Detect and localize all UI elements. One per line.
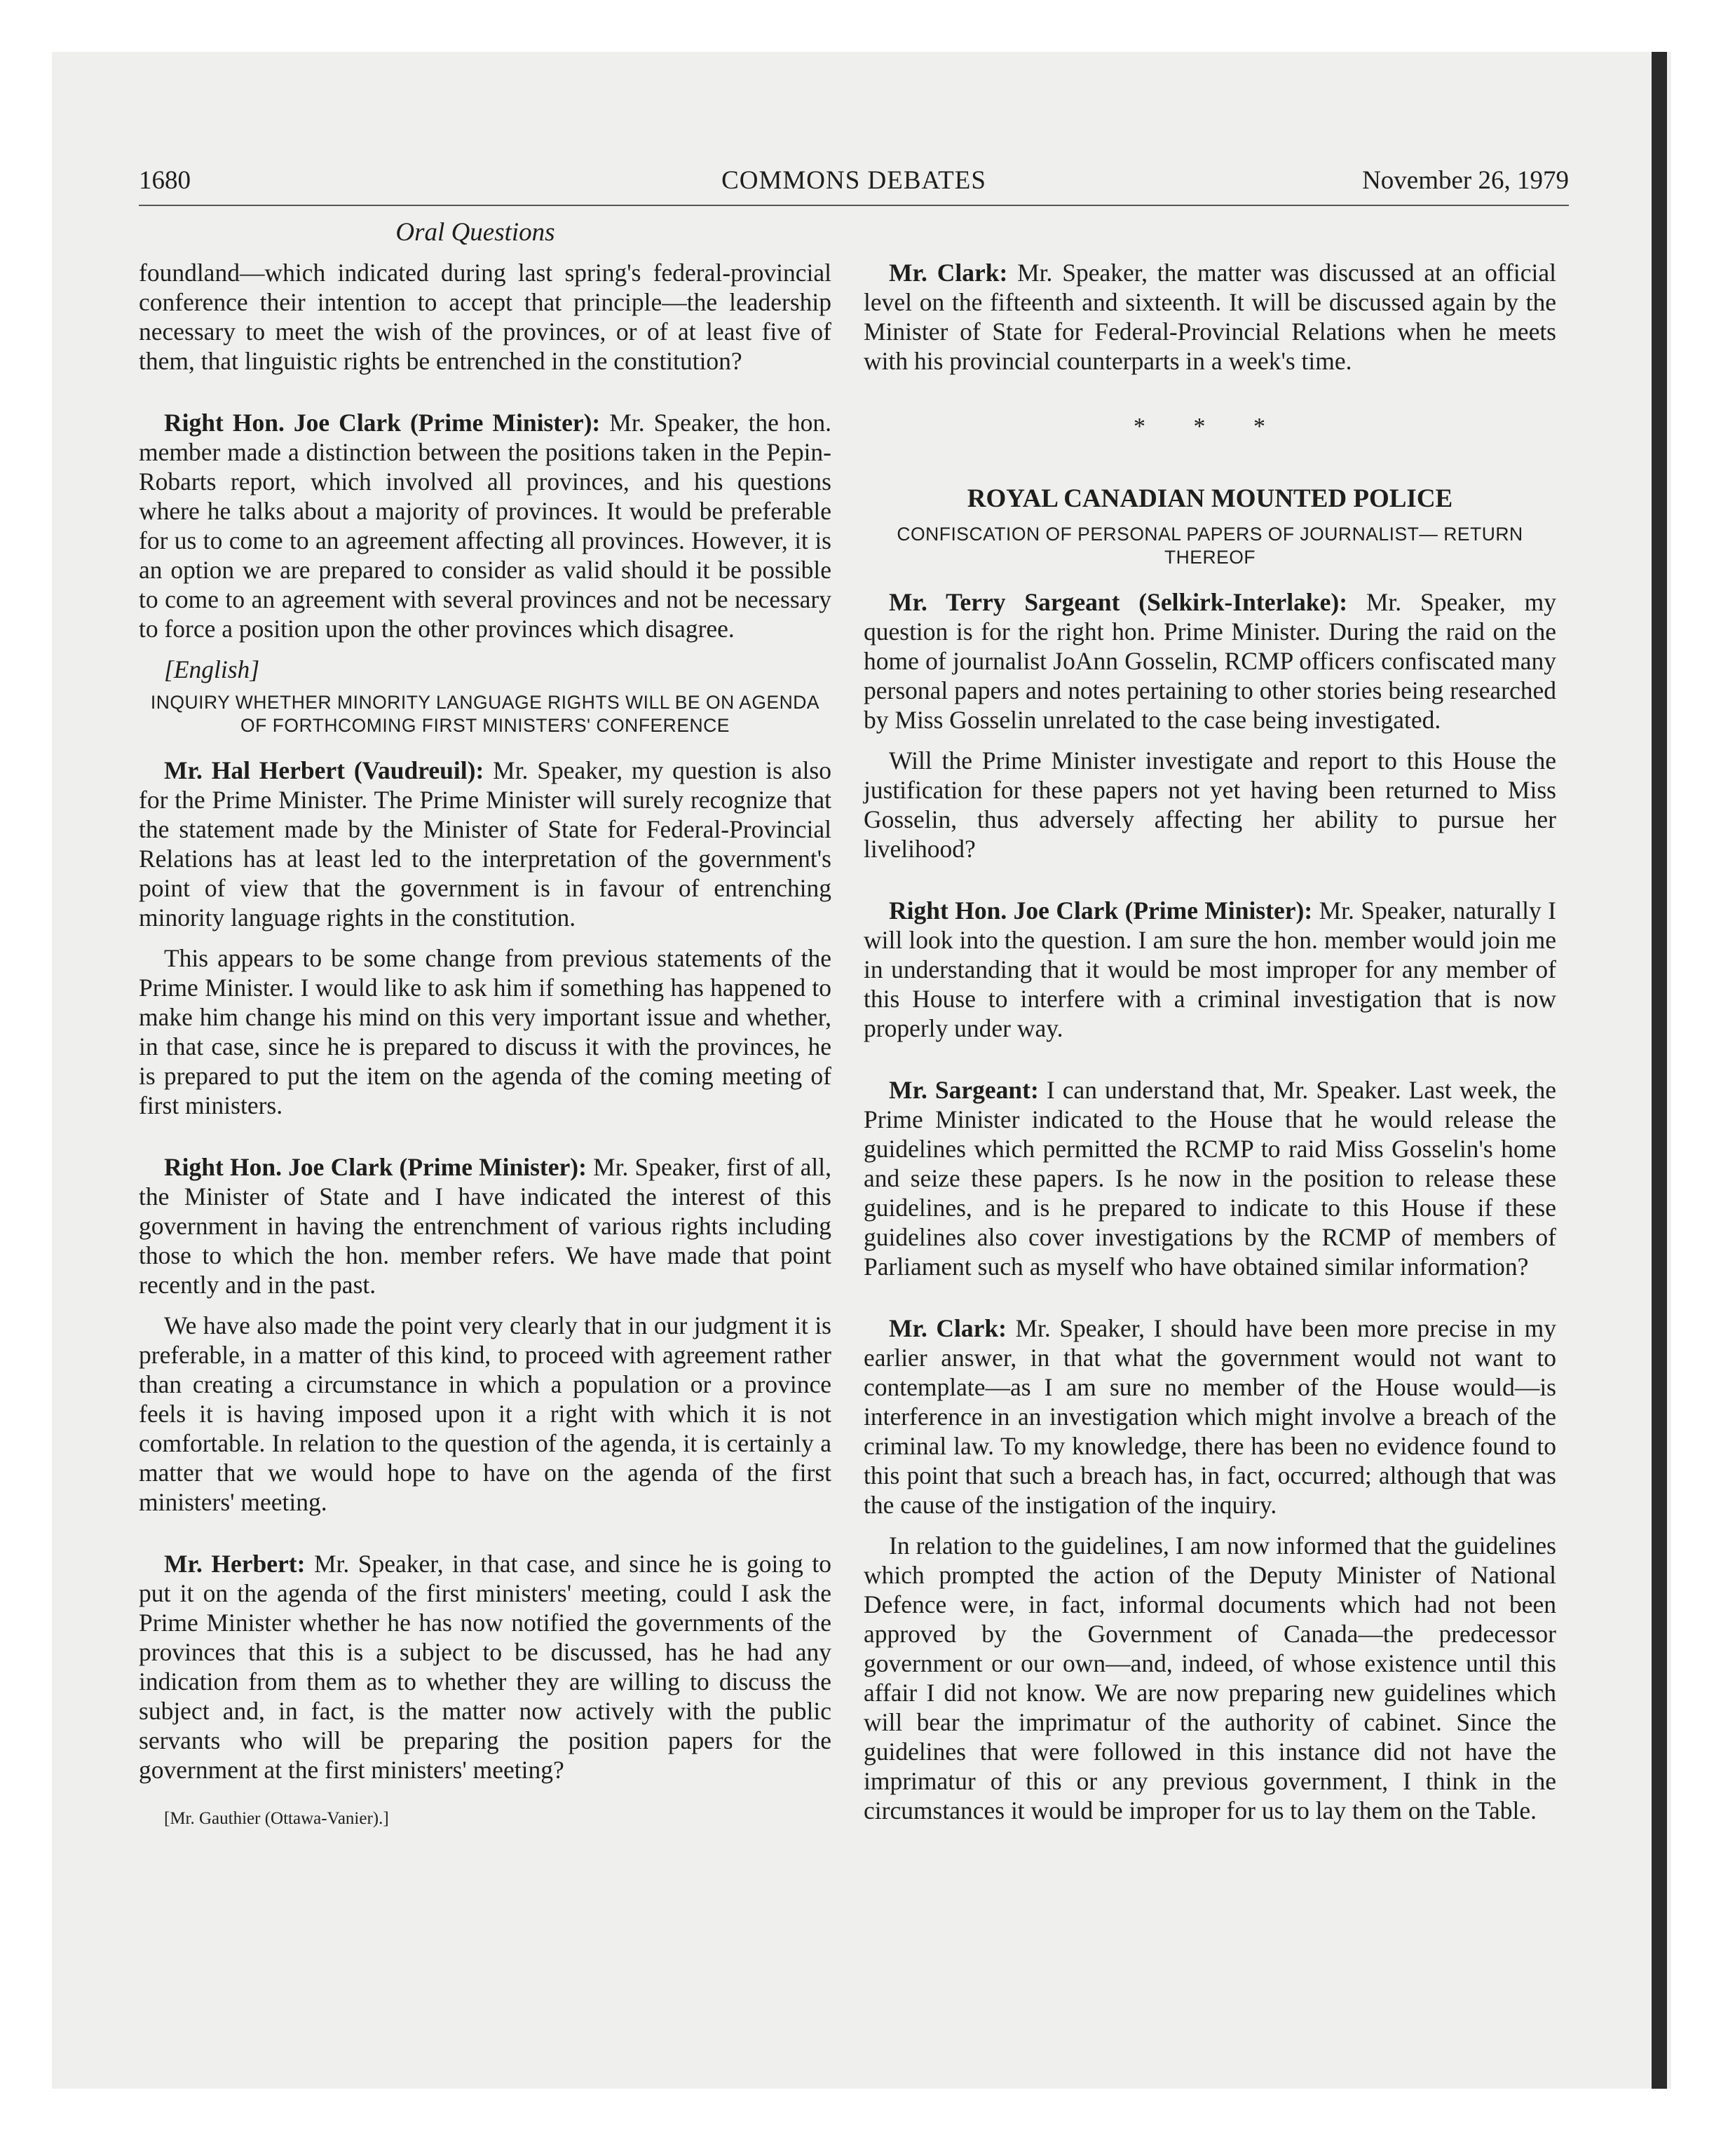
paragraph: In relation to the guidelines, I am now informed that the guidelines which prompted the action of the Deputy Minister of National Defence were, in fact, informal documents which had not been approved by the Government of Canada—the predecessor government or our own—and, indeed, of whose existence until this affair I did not know. We are now preparing new guidelines which will bear the imprimatur of the authority of cabinet. Since the guidelines that were followed in this instance did not have the imprimatur of this or any previous government, I think in the circumstances it would be improper for us to lay them on the Table.	[864, 1531, 1556, 1824]
paragraph-text: I can understand that, Mr. Speaker. Last week, the Prime Minister indicated to the House that he would release the guidelines which permitted the RCMP to raid Miss Gosselin's home and seize these papers. Is he now in the position to release these guidelines, and is he prepared to indicate to this House if these guidelines also cover investigations by the RCMP of members of Parliament such as myself who have obtained similar information?	[864, 1076, 1556, 1281]
paragraph-text: Mr. Speaker, naturally I will look into the question. I am sure the hon. member would join me in understanding that it would be most improper for any member of this House to interfere with a criminal investigation that is now properly under way.	[864, 896, 1556, 1042]
speaker-name: Mr. Clark:	[889, 1314, 1007, 1342]
speaker-name: Mr. Hal Herbert (Vaudreuil):	[164, 756, 484, 784]
footnote: [Mr. Gauthier (Ottawa-Vanier).]	[164, 1809, 389, 1828]
scan-edge-shadow	[1652, 52, 1667, 2089]
paragraph-text: Mr. Speaker, I should have been more precise in my earlier answer, in that what the government would not want to contemplate—as I am sure no member of the House would—is interference in an investigation which might involve a breach of the criminal law. To my knowledge, there has been no evidence found to this point that such a breach has, in fact, occurred; although that was the cause of the instigation of the inquiry.	[864, 1314, 1556, 1519]
speaker-name: Right Hon. Joe Clark (Prime Minister):	[164, 409, 601, 437]
subheading: CONFISCATION OF PERSONAL PAPERS OF JOURNALIST— RETURN THEREOF	[897, 524, 1523, 568]
paragraph	[864, 1314, 1556, 1520]
paragraph: This appears to be some change from previous statements of the Prime Minister. I would like to ask him if something has happened to make him change his mind on this very important issue and whether, in that case, since he is prepared to discuss it with the provinces, he is prepared to put the item on the agenda of the coming meeting of first ministers.	[139, 944, 831, 1119]
paragraph	[139, 408, 831, 643]
publication-title: COMMONS DEBATES	[721, 166, 986, 195]
subheading: INQUIRY WHETHER MINORITY LANGUAGE RIGHTS WILL BE ON AGENDA OF FORTHCOMING FIRST MINISTERS' CONFERENCE	[150, 692, 820, 736]
section-label: Oral Questions	[395, 218, 555, 247]
speaker-name: Right Hon. Joe Clark (Prime Minister):	[889, 896, 1313, 925]
paragraph	[139, 756, 831, 932]
paragraph-text: Mr. Speaker, the hon. member made a distinction between the positions taken in the Pepin-Robarts report, which involved all provinces, and his questions where he talks about a majority of provinces. It would be preferable for us to come to an agreement affecting all provinces. However, it is an option we are prepared to consider as valid should it be possible to come to an agreement with several provinces and not be necessary to force a position upon the other provinces which disagree.	[139, 409, 832, 643]
speaker-name: Right Hon. Joe Clark (Prime Minister):	[164, 1153, 587, 1181]
right-column	[864, 258, 1556, 1825]
section-heading: ROYAL CANADIAN MOUNTED POLICE	[967, 484, 1453, 513]
paragraph	[864, 896, 1556, 1043]
paragraph	[864, 1075, 1556, 1281]
paragraph-text: Mr. Speaker, my question is for the right hon. Prime Minister. During the raid on the home of journalist JoAnn Gosselin, RCMP officers confiscated many personal papers and notes pertaining to other stories being researched by Miss Gosselin unrelated to the case being investigated.	[864, 588, 1556, 734]
language-marker: [English]	[164, 655, 260, 683]
paragraph	[864, 587, 1556, 735]
paragraph-text: Mr. Speaker, my question is also for the Prime Minister. The Prime Minister will surely recognize that the statement made by the Minister of State for Federal-Provincial Relations has at least led to the interpretation of the government's point of view that the government is in favour of entrenching minority language rights in the constitution.	[139, 756, 831, 932]
paragraph-text: Mr. Speaker, in that case, and since he is going to put it on the agenda of the first ministers' meeting, could I ask the Prime Minister whether he has now notified the governments of the provinces that this is a subject to be discussed, has he had any indication from them as to whether they are willing to discuss the subject and, in fact, is the matter now actively with the public servants who will be preparing the position papers for the government at the first ministers' meeting?	[139, 1550, 831, 1784]
paragraph-text: Mr. Speaker, the matter was discussed at an official level on the fifteenth and sixteenth. It will be discussed again by the Minister of State for Federal-Provincial Relations when he meets with his provincial counterparts in a week's time.	[864, 259, 1556, 375]
page-date: November 26, 1979	[1362, 166, 1569, 195]
left-column	[139, 258, 831, 1834]
page-header	[139, 163, 1569, 206]
paragraph	[139, 1152, 831, 1299]
paragraph-text: Mr. Speaker, first of all, the Minister of State and I have indicated the interest of this government in having the entrenchment of various rights including those to which the hon. member refers. We have made that point recently and in the past.	[139, 1153, 831, 1299]
language-word: English	[173, 655, 250, 683]
paragraph: Will the Prime Minister investigate and report to this House the justification for these papers not yet having been returned to Miss Gosselin, thus adversely affecting her ability to pursue her livelihood?	[864, 746, 1556, 863]
speaker-name: Mr. Terry Sargeant (Selkirk-Interlake):	[889, 588, 1348, 616]
paragraph	[139, 1549, 831, 1785]
speaker-name: Mr. Sargeant:	[889, 1076, 1039, 1104]
page-number: 1680	[139, 166, 191, 195]
speaker-name: Mr. Herbert:	[164, 1550, 306, 1578]
section-separator: * * *	[1134, 414, 1286, 439]
paragraph: foundland—which indicated during last spring's federal-provincial conference their intention to accept that principle—the leadership necessary to meet the wish of the provinces, or of at least five of them, that linguistic rights be entrenched in the constitution?	[139, 259, 831, 375]
paragraph	[864, 258, 1556, 376]
speaker-name: Mr. Clark:	[889, 259, 1008, 287]
paragraph: We have also made the point very clearly that in our judgment it is preferable, in a matter of this kind, to proceed with agreement rather than creating a circumstance in which a population or a province feels it is having imposed upon it a right with which it is not comfortable. In relation to the question of the agenda, it is certainly a matter that we would hope to have on the agenda of the first ministers' meeting.	[139, 1311, 831, 1516]
